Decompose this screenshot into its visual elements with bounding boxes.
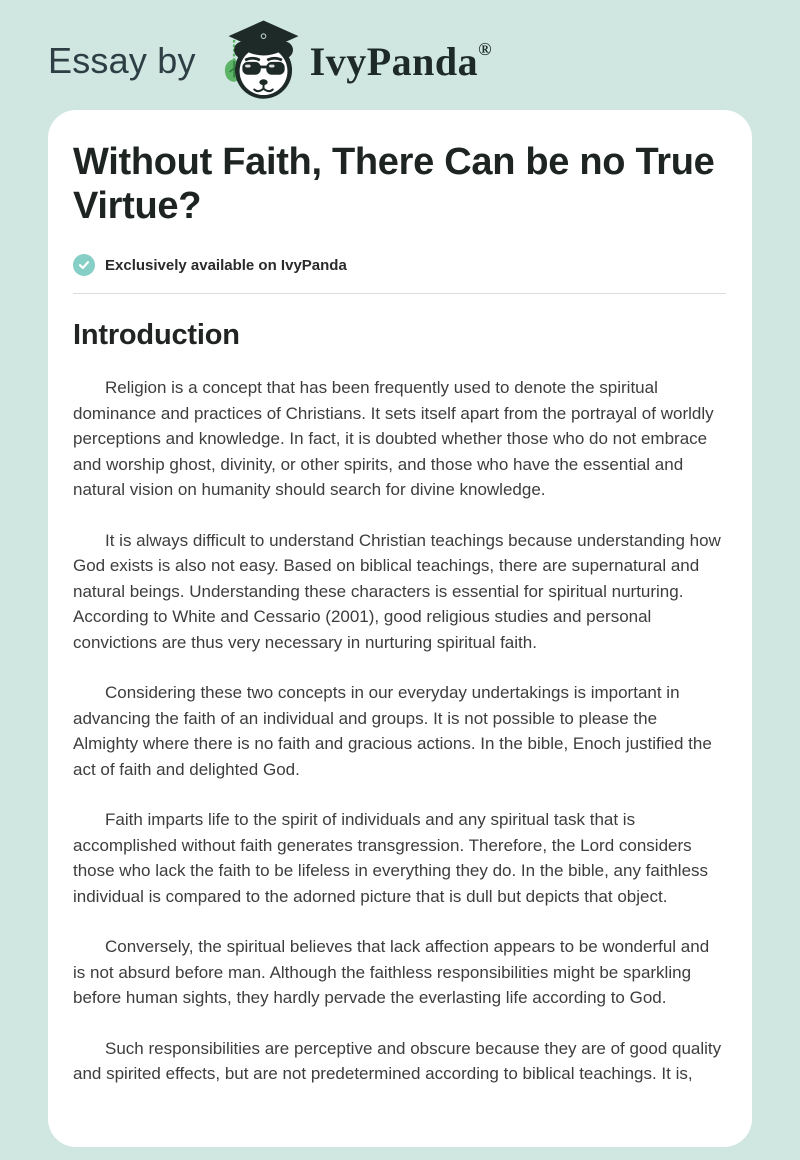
site-header: [0, 0, 800, 96]
brand-name: [310, 38, 492, 85]
ivypanda-panda-logo-icon: [210, 15, 306, 107]
essay-paragraph: Faith imparts life to the spirit of individuals and any spiritual task that is accomplished without faith generates transgression. Therefore, the Lord considers those who lack the faith to be lifeless in everything they do. In the bible, any faithless individual is compared to the adorned picture that is dull but depicts that object.: [73, 810, 709, 906]
section-heading-introduction: Introduction: [73, 319, 240, 351]
registered-mark: ®: [478, 38, 493, 59]
exclusive-badge-label: Exclusively available on IvyPanda: [105, 256, 347, 274]
essay-card: [48, 110, 752, 1147]
essay-title: Without Faith, There Can be no True Virtue?: [73, 141, 715, 227]
brand-logo: [210, 15, 492, 107]
essay-paragraph: It is always difficult to understand Christian teachings because understanding how God exists is also not easy. Based on biblical teachings, there are supernatural and natural beings. Understanding these characters is essential for spiritual nurturing. According to White and Cessario (2001), good religious studies and personal convictions are thus very necessary in nurturing spiritual faith.: [73, 530, 721, 652]
divider: [73, 293, 726, 294]
essay-paragraph: Such responsibilities are perceptive and obscure because they are of good quality and spirited effects, but are not predetermined according to biblical teachings. It is,: [73, 1038, 722, 1083]
essay-paragraph: Conversely, the spiritual believes that lack affection appears to be wonderful and is not absurd before man. Although the faithless responsibilities might be sparkling before human sights, they hardly pervade the everlasting life according to God.: [73, 937, 710, 1007]
check-icon: [73, 254, 95, 276]
essay-paragraph: Religion is a concept that has been frequently used to denote the spiritual dominance and practices of Christians. It sets itself apart from the portrayal of worldly perceptions and knowledge. In fact, it is doubted whether those who do not embrace and worship ghost, divinity, or other spirits, and those who have the essential and natural vision on humanity should search for divine knowledge.: [73, 378, 714, 499]
essay-body: [73, 375, 726, 1087]
essay-paragraph: Considering these two concepts in our everyday undertakings is important in advancing the faith of an individual and groups. It is not possible to please the Almighty where there is no faith and gracious actions. In the bible, Enoch justified the act of faith and delighted God.: [73, 683, 712, 779]
brand-name-text: IvyPanda: [309, 38, 479, 84]
exclusive-badge: [73, 254, 726, 276]
essay-by-label: Essay by: [48, 40, 196, 81]
